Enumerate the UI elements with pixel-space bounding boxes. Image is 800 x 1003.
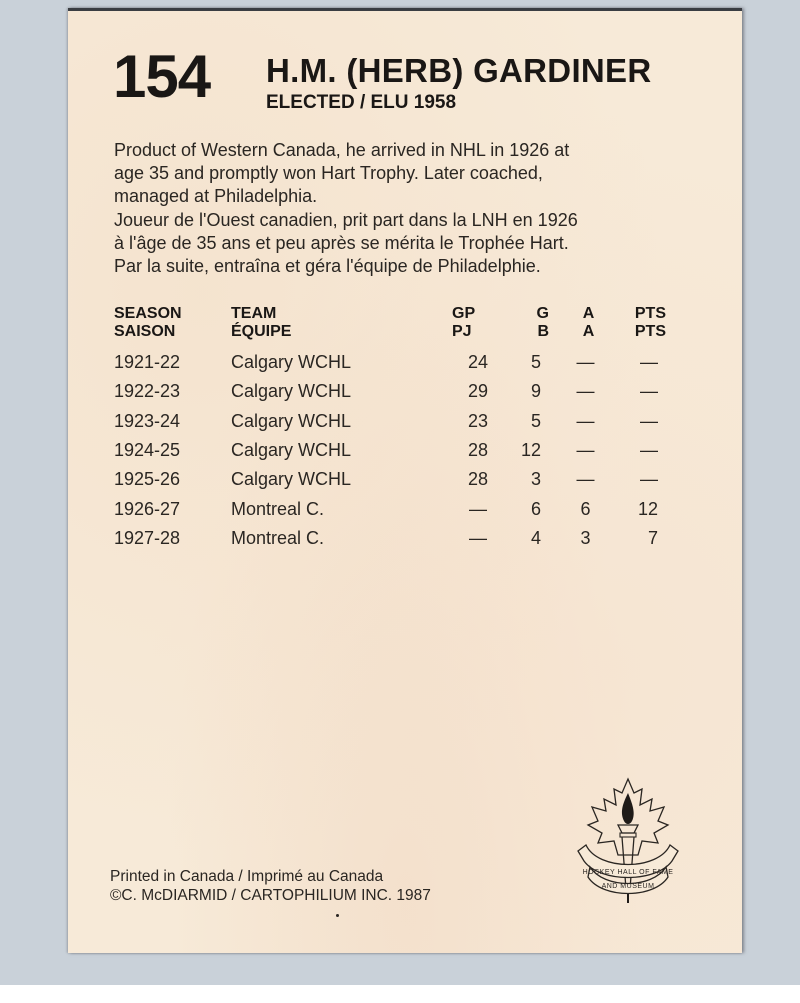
bio-line: Product of Western Canada, he arrived in NHL in 1926 at xyxy=(114,140,570,160)
bio-line: à l'âge de 35 ans et peu après se mérita le Trophée Hart. xyxy=(114,233,569,253)
header-games-played: GP PJ xyxy=(452,305,476,340)
bio-french xyxy=(114,209,714,278)
header-season: SEASON SAISON xyxy=(114,305,182,340)
print-speck xyxy=(336,914,339,917)
copyright-label: ©C. McDIARMID / CARTOPHILIUM INC. 1987 xyxy=(110,887,431,904)
table-row: 1921-22 Calgary WCHL 24 5 — — xyxy=(114,352,658,373)
header-goals: G B xyxy=(536,305,549,340)
table-row: 1927-28 Montreal C. — 4 3 7 xyxy=(114,527,658,548)
bio-line: age 35 and promptly won Hart Trophy. Later coached, xyxy=(114,163,543,183)
bio-line: Par la suite, entraîna et géra l'équipe de Philadelphie. xyxy=(114,256,541,276)
stats-header-row xyxy=(114,305,684,341)
hockey-hall-of-fame-crest-icon xyxy=(568,771,688,911)
card-number: 154 xyxy=(113,43,211,110)
card-footer xyxy=(110,867,431,905)
table-row: 1926-27 Montreal C. — 6 6 12 xyxy=(114,498,658,519)
player-name: H.M. (HERB) GARDINER xyxy=(266,52,652,89)
svg-text:HOCKEY HALL OF FAME: HOCKEY HALL OF FAME xyxy=(582,869,674,876)
elected-year: ELECTED / ELU 1958 xyxy=(266,92,457,113)
bio-line: Joueur de l'Ouest canadien, prit part dans la LNH en 1926 xyxy=(114,210,578,230)
header-team: TEAM ÉQUIPE xyxy=(231,305,292,340)
table-row: 1925-26 Calgary WCHL 28 3 — — xyxy=(114,469,658,490)
table-row: 1924-25 Calgary WCHL 28 12 — — xyxy=(114,440,658,461)
career-stats-table xyxy=(114,305,684,553)
printed-in-label: Printed in Canada / Imprimé au Canada xyxy=(110,868,384,885)
trading-card-back xyxy=(68,8,742,953)
bio-english xyxy=(114,139,714,208)
table-row: 1922-23 Calgary WCHL 29 9 — — xyxy=(114,381,658,402)
header-points: PTS PTS xyxy=(634,305,666,340)
table-row: 1923-24 Calgary WCHL 23 5 — — xyxy=(114,410,658,431)
bio-line: managed at Philadelphia. xyxy=(114,186,318,206)
svg-text:AND MUSEUM: AND MUSEUM xyxy=(601,883,655,890)
stats-rows xyxy=(114,348,684,553)
header-assists: A A xyxy=(582,305,595,340)
